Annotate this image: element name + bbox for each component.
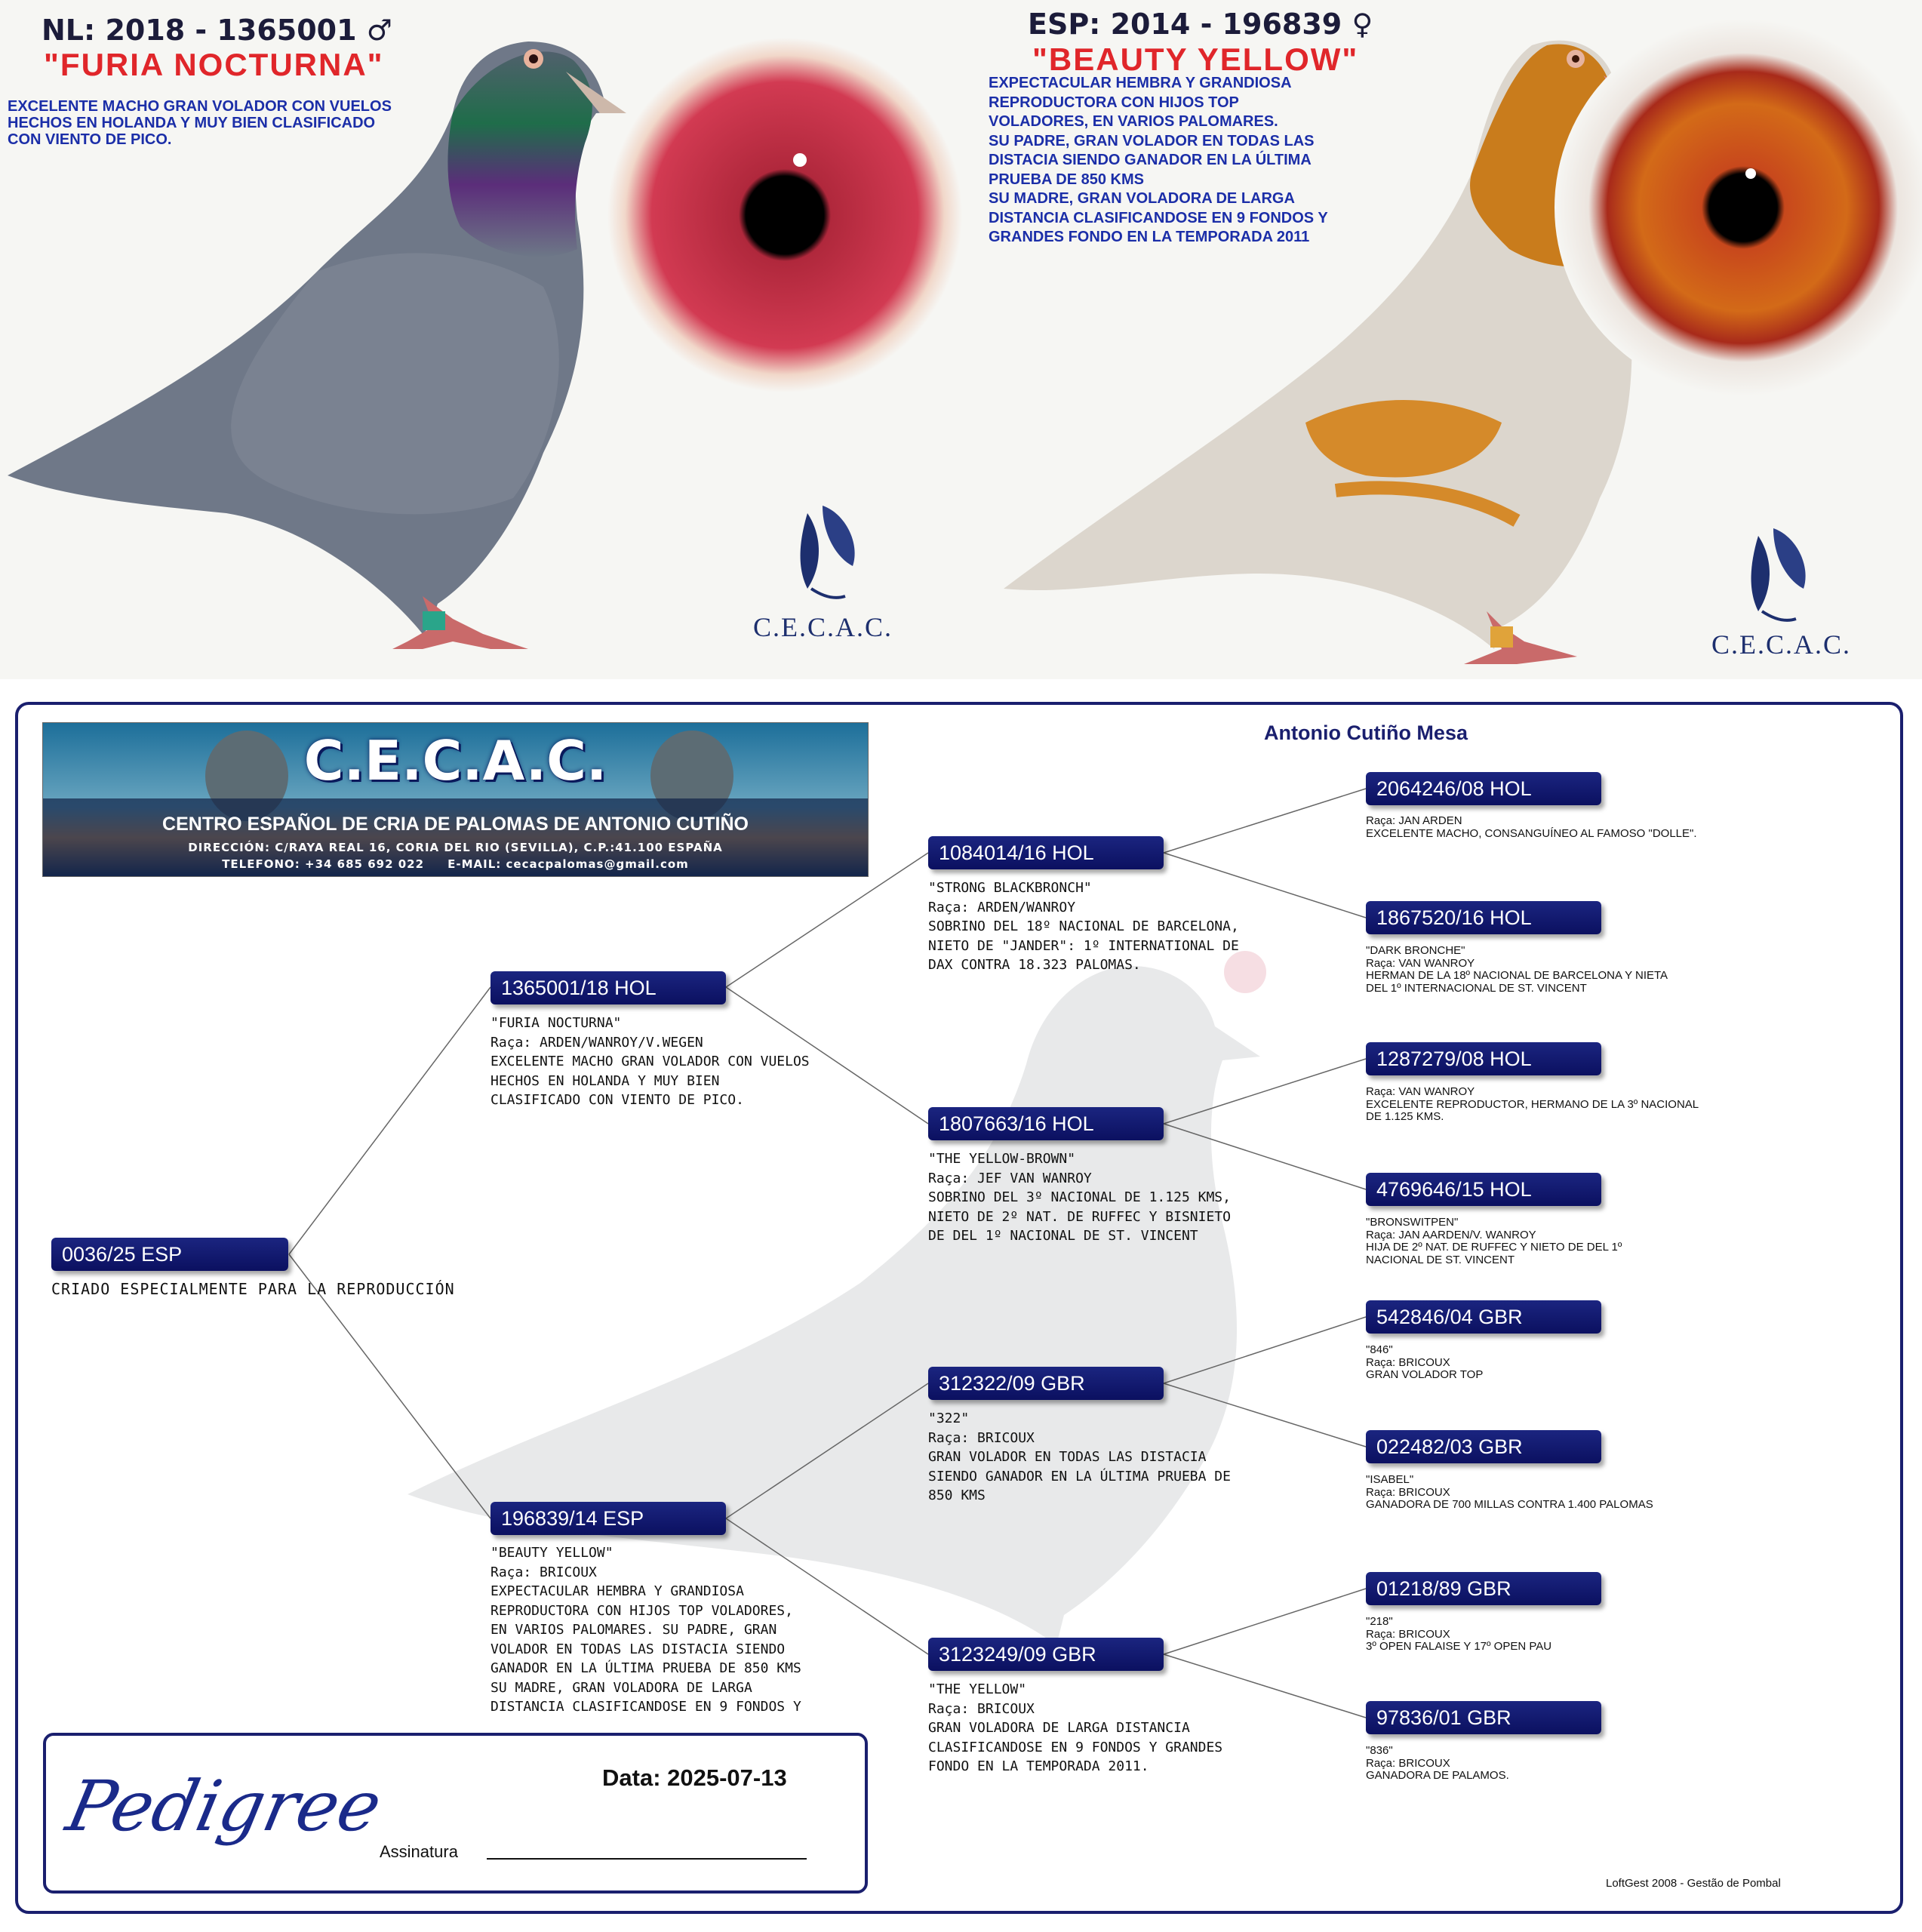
subject-info-line: CRIADO ESPECIALMENTE PARA LA REPRODUCCIÓN [51,1280,455,1298]
grandparent-info-line: DAX CONTRA 18.323 PALOMAS. [928,957,1141,973]
grandparent-info-line: Raça: ARDEN/WANROY [928,899,1076,915]
grandparent-info-line: SOBRINO DEL 3º NACIONAL DE 1.125 KMS, [928,1189,1231,1205]
grandparent-info-line: Raça: BRICOUX [928,1429,1035,1446]
great-grandparent-info-line: Raça: VAN WANROY [1366,1085,1475,1098]
sire-info [490,1014,810,1110]
great-grandparent-info-line: Raça: BRICOUX [1366,1485,1450,1499]
great-grandparent-ring-box[interactable]: 97836/01 GBR [1366,1701,1601,1734]
grandparent-info-line: SOBRINO DEL 18º NACIONAL DE BARCELONA, [928,918,1239,934]
great-grandparent-info-line: "BRONSWITPEN" [1366,1216,1459,1229]
dam-info-line: EXPECTACULAR HEMBRA Y GRANDIOSA [490,1583,744,1599]
great-grandparent-info-line: "218" [1366,1615,1393,1628]
grandparent-info-line: NIETO DE 2º NAT. DE RUFFEC Y BISNIETO [928,1208,1231,1225]
sire-info-line: "FURIA NOCTURNA" [490,1015,622,1031]
pedigree-script-title: Pedigree [60,1766,389,1847]
great-grandparent-info-line: DEL 1º INTERNACIONAL DE ST. VINCENT [1366,981,1587,995]
great-grandparent-info [1366,1217,1622,1266]
grandparent-info-line: SIENDO GANADOR EN LA ÚLTIMA PRUEBA DE [928,1468,1231,1484]
grandparent-ring-box[interactable]: 312322/09 GBR [928,1367,1164,1400]
sire-info-line: CLASIFICADO CON VIENTO DE PICO. [490,1092,744,1108]
great-grandparent-info-line: "836" [1366,1744,1393,1757]
owner-name: Antonio Cutiño Mesa [1264,721,1468,744]
great-grandparent-ring-box[interactable]: 1867520/16 HOL [1366,901,1601,934]
grandparent-ring-box[interactable]: 1084014/16 HOL [928,836,1164,869]
subject-ring-box[interactable]: 0036/25 ESP [51,1238,288,1271]
female-description-line: REPRODUCTORA CON HIJOS TOP [989,94,1239,111]
grandparent-ring-box[interactable]: 1807663/16 HOL [928,1107,1164,1140]
dam-info-line: SU MADRE, GRAN VOLADORA DE LARGA [490,1679,752,1696]
banner-subtitle: CENTRO ESPAÑOL DE CRIA DE PALOMAS DE ANTONIO CUTIÑO [162,814,749,835]
dam-info-line: DISTANCIA CLASIFICANDOSE EN 9 FONDOS Y [490,1699,801,1715]
grandparent-info [928,1409,1231,1506]
banner-title: C.E.C.A.C. [303,729,607,792]
sire-info-line: Raça: ARDEN/WANROY/V.WEGEN [490,1034,703,1051]
signature-line[interactable] [487,1858,807,1860]
female-description-line: DISTACIA SIENDO GANADOR EN LA ÚLTIMA [989,152,1312,168]
dam-ring-box[interactable]: 196839/14 ESP [490,1502,726,1535]
signature-label: Assinatura [380,1842,458,1861]
sire-ring-box[interactable]: 1365001/18 HOL [490,971,726,1004]
great-grandparent-info-line: Raça: BRICOUX [1366,1355,1450,1369]
grandparent-info-line: Raça: JEF VAN WANROY [928,1170,1092,1186]
great-grandparent-info [1366,1616,1551,1654]
software-credit: LoftGest 2008 - Gestão de Pombal [1606,1877,1781,1890]
female-description-line: GRANDES FONDO EN LA TEMPORADA 2011 [989,229,1310,245]
great-grandparent-info-line: Raça: JAN ARDEN [1366,814,1462,827]
female-ring-title: ESP: 2014 - 196839 ♀ [1028,8,1373,41]
male-logo-text: C.E.C.A.C. [753,612,893,642]
female-description-line: SU MADRE, GRAN VOLADORA DE LARGA [989,190,1295,207]
date-label: Data: 2025-07-13 [602,1764,787,1791]
great-grandparent-info-line: 3º OPEN FALAISE Y 17º OPEN PAU [1366,1640,1552,1653]
female-logo-text: C.E.C.A.C. [1711,629,1852,660]
great-grandparent-info-line: NACIONAL DE ST. VINCENT [1366,1253,1515,1266]
great-grandparent-info-line: "846" [1366,1343,1393,1356]
great-grandparent-info [1366,1474,1653,1512]
grandparent-info-line: "322" [928,1411,970,1426]
great-grandparent-info-line: DE 1.125 KMS. [1366,1110,1444,1123]
signature-panel [43,1733,868,1894]
great-grandparent-info [1366,1745,1509,1783]
great-grandparent-ring-box[interactable]: 4769646/15 HOL [1366,1173,1601,1206]
great-grandparent-info-line: Raça: JAN AARDEN/V. WANROY [1366,1228,1536,1241]
great-grandparent-info-line: EXCELENTE MACHO, CONSANGUÍNEO AL FAMOSO "DOLLE". [1366,826,1697,840]
great-grandparent-info-line: GANADORA DE PALAMOS. [1366,1769,1509,1782]
subject-info [51,1280,455,1300]
banner-address: DIRECCIÓN: C/RAYA REAL 16, CORIA DEL RIO (SEVILLA), C.P.:41.100 ESPAÑA [188,841,723,854]
grandparent-info-line: GRAN VOLADORA DE LARGA DISTANCIA [928,1720,1190,1736]
dam-info-line: EN VARIOS PALOMARES. SU PADRE, GRAN [490,1622,777,1638]
grandparent-ring-box[interactable]: 3123249/09 GBR [928,1638,1164,1671]
dam-info-line: REPRODUCTORA CON HIJOS TOP VOLADORES, [490,1602,793,1619]
great-grandparent-info-line: HERMAN DE LA 18º NACIONAL DE BARCELONA Y NIETA [1366,969,1668,982]
great-grandparent-info-line: HIJA DE 2º NAT. DE RUFFEC Y NIETO DE DEL 1º [1366,1241,1622,1254]
grandparent-info-line: "STRONG BLACKBRONCH" [928,880,1092,896]
great-grandparent-info-line: "ISABEL" [1366,1473,1414,1486]
great-grandparent-info-line: GRAN VOLADOR TOP [1366,1368,1484,1381]
male-ring-title: NL: 2018 - 1365001 ♂ [42,14,392,47]
great-grandparent-info-line: "DARK BRONCHE" [1366,944,1465,957]
great-grandparent-info [1366,1344,1483,1382]
female-description-line: SU PADRE, GRAN VOLADOR EN TODAS LAS [989,132,1315,149]
grandparent-info [928,878,1239,975]
grandparent-info [928,1680,1222,1777]
female-description-line: DISTANCIA CLASIFICANDOSE EN 9 FONDOS Y [989,209,1328,226]
great-grandparent-info-line: Raça: BRICOUX [1366,1627,1450,1641]
great-grandparent-info-line: EXCELENTE REPRODUCTOR, HERMANO DE LA 3º NACIONAL [1366,1097,1699,1111]
female-bird-name: "BEAUTY YELLOW" [1032,42,1359,77]
dam-info-line: "BEAUTY YELLOW" [490,1545,614,1561]
grandparent-info-line: "THE YELLOW-BROWN" [928,1151,1076,1167]
dam-info-line: GANADOR EN LA ÚLTIMA PRUEBA DE 850 KMS [490,1660,801,1676]
great-grandparent-ring-box[interactable]: 022482/03 GBR [1366,1430,1601,1463]
male-bird-name: "FURIA NOCTURNA" [44,47,384,82]
female-description-line: PRUEBA DE 850 KMS [989,171,1144,188]
great-grandparent-info [1366,1086,1699,1124]
grandparent-info-line: "THE YELLOW" [928,1681,1027,1697]
dam-info [490,1543,801,1717]
great-grandparent-info-line: Raça: VAN WANROY [1366,956,1475,970]
female-description-line: VOLADORES, EN VARIOS PALOMARES. [989,113,1278,130]
dam-info-line: Raça: BRICOUX [490,1564,597,1580]
grandparent-info-line: NIETO DE "JANDER": 1º INTERNATIONAL DE [928,937,1239,954]
grandparent-info [928,1149,1231,1246]
dam-info-line: VOLADOR EN TODAS LAS DISTACIA SIENDO [490,1641,786,1657]
cecac-banner [42,722,869,877]
great-grandparent-ring-box[interactable]: 1287279/08 HOL [1366,1042,1601,1075]
great-grandparent-info-line: Raça: BRICOUX [1366,1756,1450,1770]
grandparent-info-line: DE DEL 1º NACIONAL DE ST. VINCENT [928,1228,1198,1244]
grandparent-info-line: CLASIFICANDOSE EN 9 FONDOS Y GRANDES [928,1739,1223,1755]
great-grandparent-ring-box[interactable]: 542846/04 GBR [1366,1300,1601,1334]
grandparent-info-line: Raça: BRICOUX [928,1700,1035,1717]
great-grandparent-ring-box[interactable]: 01218/89 GBR [1366,1572,1601,1605]
grandparent-info-line: GRAN VOLADOR EN TODAS LAS DISTACIA [928,1449,1207,1465]
male-description-line: EXCELENTE MACHO GRAN VOLADOR CON VUELOS [8,98,392,115]
sire-info-line: EXCELENTE MACHO GRAN VOLADOR CON VUELOS [490,1054,810,1069]
sire-info-line: HECHOS EN HOLANDA Y MUY BIEN [490,1072,720,1089]
great-grandparent-info-line: GANADORA DE 700 MILLAS CONTRA 1.400 PALOMAS [1366,1498,1653,1511]
female-description-line: EXPECTACULAR HEMBRA Y GRANDIOSA [989,75,1292,91]
great-grandparent-ring-box[interactable]: 2064246/08 HOL [1366,772,1601,805]
male-description-line: CON VIENTO DE PICO. [8,131,172,148]
great-grandparent-info [1366,945,1668,995]
grandparent-info-line: 850 KMS [928,1487,986,1503]
male-description-line: HECHOS EN HOLANDA Y MUY BIEN CLASIFICADO [8,115,376,131]
grandparent-info-line: FONDO EN LA TEMPORADA 2011. [928,1758,1149,1774]
great-grandparent-info [1366,815,1697,840]
banner-contact: TELEFONO: +34 685 692 022 E-MAIL: cecacpalomas@gmail.com [222,857,689,871]
